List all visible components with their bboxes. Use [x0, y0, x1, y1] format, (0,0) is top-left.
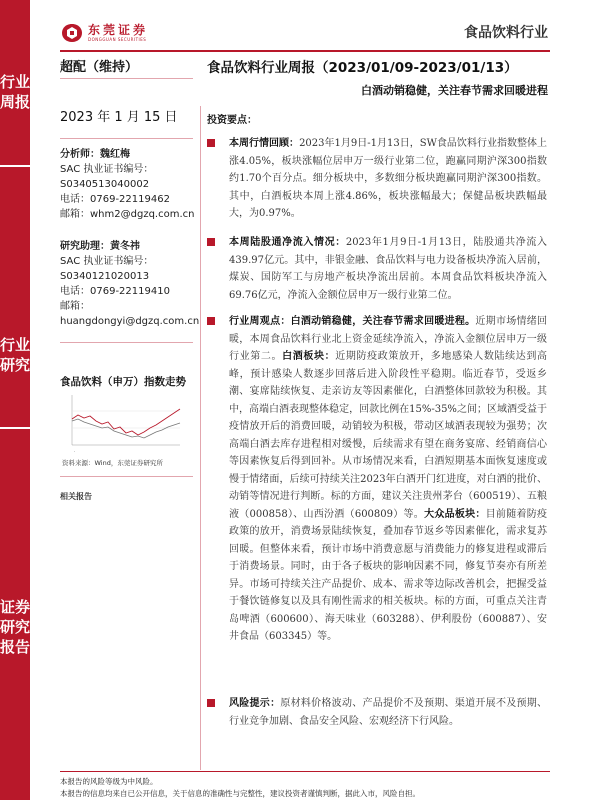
analyst-email[interactable]: 邮箱：whm2@dgzq.com.cn	[60, 209, 195, 220]
assistant-sac-label: SAC 执业证书编号：	[60, 256, 154, 267]
risk-text	[229, 695, 547, 730]
mass-consumer-body: 目前随着防疫政策的放开，消费场景陆续恢复，叠加春节返乡等因素催化，需求复苏回暖。但整体来看，预计市场中消费意愿与消费能力的修复进程或滞后于消费场景。同时，由于各子板块的影响因素不同，修复节奏亦有所差异。市场可持续关注产品提价、成本、需求等边际改善机会，把握受益于餐饮链修复以及具有刚性需求的相关板块。标的方面，可重点关注青岛啤酒（600600）、海天味业（603288）、伊利股份（600887）、安井食品（603345）等。	[229, 508, 547, 642]
header-divider	[60, 50, 550, 52]
footer-divider	[60, 771, 550, 772]
divider	[60, 342, 193, 343]
logo-english-text: DONGGUAN SECURITIES	[88, 36, 147, 42]
logo-text: 东莞证券	[88, 22, 149, 37]
assistant-name: 研究助理：黄冬祎	[60, 241, 140, 252]
sidebar-label-weekly: 行业周报	[0, 73, 31, 111]
analyst-info	[60, 147, 194, 222]
weekly-review-heading: 本周行情回顾：	[229, 138, 300, 149]
chart-title: 食品饮料（申万）指数走势	[60, 376, 186, 388]
logo-seal-icon	[60, 22, 84, 44]
sidebar-divider	[0, 165, 30, 167]
tick-label: ·	[74, 449, 76, 454]
risk-heading: 风险提示：	[229, 698, 281, 709]
company-logo	[60, 20, 148, 46]
viewpoint-heading: 行业周观点：白酒动销稳健，关注春节需求回暖进程。	[229, 316, 476, 327]
divider	[60, 138, 193, 139]
liquor-heading: 白酒板块：	[282, 351, 336, 362]
footer-disclaimer: 本报告的信息均来自已公开信息，关于信息的准确性与完整性，建议投资者谨慎判断，据此入市，风险自担。	[60, 789, 420, 798]
bullet-icon	[207, 699, 215, 707]
column-divider	[200, 106, 201, 770]
weekly-review-body: 2023年1月9日-1月13日，SW食品饮料行业指数整体上涨4.05%，板块涨幅位居申万一级行业第二位，跑赢同期沪深300指数约1.70个百分点。细分板块中，多数细分板块跑赢同期沪深300指数。其中，白酒板块本周上涨4.86%，板块涨幅最大；保健品板块跌幅最大，为0.97%。	[229, 138, 547, 219]
northbound-text	[229, 234, 547, 304]
benchmark-line	[72, 419, 180, 438]
assistant-phone: 电话：0769-22119410	[60, 286, 170, 297]
section-viewpoint	[207, 313, 547, 646]
sidebar-divider	[0, 427, 30, 429]
sidebar	[0, 0, 30, 800]
divider	[60, 476, 193, 477]
investment-points-heading: 投资要点：	[207, 115, 257, 126]
index-trend-chart	[60, 391, 184, 457]
viewpoint-body: 近期市场情绪回暖，本周食品饮料行业北上资金延续净流入，净流入金额位居申万一级行业第二。	[229, 316, 548, 362]
northbound-heading: 本周陆股通净流入情况：	[229, 237, 346, 248]
section-northbound	[207, 234, 547, 304]
bullet-icon	[207, 238, 215, 246]
assistant-email-label: 邮箱：	[60, 301, 90, 312]
analyst-sac-number: S0340513040002	[60, 179, 150, 190]
assistant-email[interactable]: huangdongyi@dgzq.com.cn	[60, 316, 200, 327]
risk-body: 原材料价格波动、产品提价不及预期、渠道开展不及预期、行业竞争加剧、食品安全风险、宏观经济下行风险。	[229, 698, 548, 727]
weekly-review-text	[229, 135, 547, 223]
report-date: 2023 年 1 月 15 日	[60, 110, 178, 125]
report-title: 食品饮料行业周报（2023/01/09-2023/01/13）	[207, 60, 518, 76]
sidebar-label-securities: 证券研究报告	[0, 598, 31, 656]
divider	[60, 78, 193, 79]
analyst-sac-label: SAC 执业证书编号：	[60, 164, 154, 175]
assistant-info	[60, 239, 199, 329]
northbound-body: 2023年1月9日-1月13日，陆股通共净流入439.97亿元。其中，非银金融、食品饮料与电力设备板块净流入居前，煤炭、国防军工与房地产板块净流出居前。本周食品饮料板块净流入69.76亿元，净流入金额位居申万一级行业第二位。	[229, 237, 548, 301]
industry-label: 食品饮料行业	[464, 25, 548, 41]
assistant-sac-number: S0340121020013	[60, 271, 150, 282]
analyst-phone: 电话：0769-22119462	[60, 194, 170, 205]
analyst-name: 分析师：魏红梅	[60, 149, 130, 160]
section-risk	[207, 695, 547, 730]
mass-consumer-heading: 大众品板块：	[424, 508, 486, 520]
bullet-icon	[207, 139, 215, 147]
section-weekly-review	[207, 135, 547, 223]
chart-source: 资料来源：Wind，东莞证券研究所	[62, 459, 163, 467]
index-line	[72, 409, 180, 435]
rating: 超配（维持）	[60, 60, 139, 75]
footer-risk-level: 本报告的风险等级为中风险。	[60, 777, 158, 786]
related-reports-heading: 相关报告	[60, 492, 92, 501]
liquor-body: 近期防疫政策放开，多地感染人数陆续达到高峰，预计感染人数逐步回落后进入阶段性平稳期。临近春节，受返乡潮、宴席陆续恢复、走亲访友等因素催化，白酒整体回款较为积极。其中，高端白酒表现整体稳定，回款比例在15%-35%之间；区域酒受益于疫情放开后的消费回暖，动销较为积极，带动区域酒表现较为强势；次高端白酒去库存进程相对缓慢，后续需求有望在商务宴席、经销商信心等因素恢复后得到回补。从市场情况来看，白酒短期基本面恢复速度或慢于情绪面，后续可持续关注2023年白酒开门红进度，对白酒的批价、动销等情况进行判断。标的方面，建议关注贵州茅台（600519）、五粮液（000858）、山西汾酒（600809）等。	[229, 351, 548, 520]
bullet-icon	[207, 317, 215, 325]
sidebar-label-research: 行业研究	[0, 336, 31, 374]
viewpoint-text	[229, 313, 547, 646]
report-subtitle: 白酒动销稳健，关注春节需求回暖进程	[361, 84, 548, 97]
